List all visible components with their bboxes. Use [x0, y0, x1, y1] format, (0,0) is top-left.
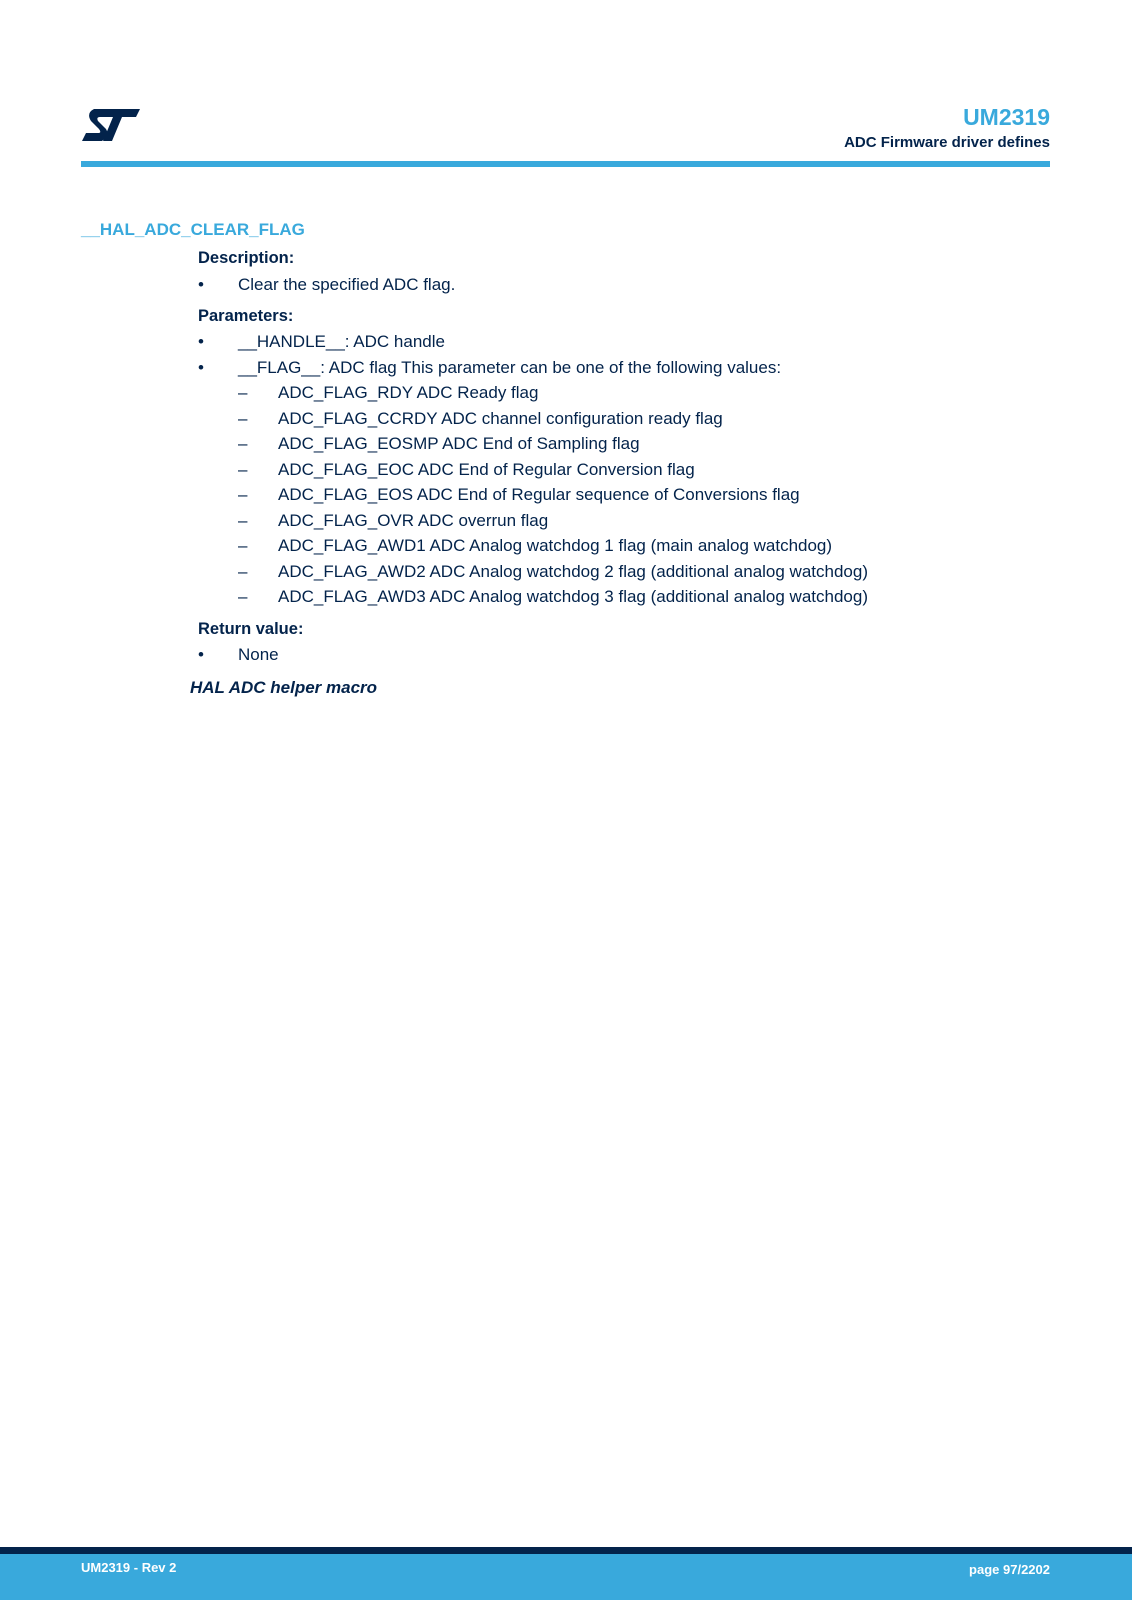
parameters-label: Parameters: [198, 307, 294, 325]
document-id: UM2319 [963, 104, 1050, 130]
dash-marker: – [238, 485, 248, 504]
footer-page-number: page 97/2202 [969, 1562, 1050, 1577]
flag-value-text: ADC_FLAG_EOS ADC End of Regular sequence of Conversions flag [278, 485, 800, 504]
flag-value-text: ADC_FLAG_EOSMP ADC End of Sampling flag [278, 434, 640, 453]
bullet-marker: • [198, 358, 204, 377]
dash-marker: – [238, 536, 248, 555]
flag-value-text: ADC_FLAG_EOC ADC End of Regular Conversion flag [278, 460, 695, 479]
st-logo [80, 107, 142, 143]
dash-marker: – [238, 434, 248, 453]
dash-marker: – [238, 409, 248, 428]
dash-marker: – [238, 511, 248, 530]
dash-marker: – [238, 383, 248, 402]
macro-title: __HAL_ADC_CLEAR_FLAG [81, 220, 305, 239]
bullet-marker: • [198, 275, 204, 294]
dash-marker: – [238, 587, 248, 606]
parameter-text: __FLAG__: ADC flag This parameter can be one of the following values: [238, 358, 782, 377]
flag-value-text: ADC_FLAG_CCRDY ADC channel configuration ready flag [278, 409, 723, 428]
section-title: ADC Firmware driver defines [844, 134, 1050, 151]
parameter-text: __HANDLE__: ADC handle [238, 332, 445, 351]
header-divider [81, 161, 1050, 167]
description-text: Clear the specified ADC flag. [238, 275, 456, 294]
footer-revision: UM2319 - Rev 2 [81, 1560, 177, 1575]
flag-value-text: ADC_FLAG_OVR ADC overrun flag [278, 511, 549, 530]
footer-top-bar [0, 1547, 1132, 1554]
bullet-marker: • [198, 645, 204, 664]
flag-value-text: ADC_FLAG_AWD1 ADC Analog watchdog 1 flag (main analog watchdog) [278, 536, 833, 555]
return-value-text: None [238, 645, 279, 664]
description-label: Description: [198, 249, 295, 267]
return-value-label: Return value: [198, 620, 304, 638]
flag-value-text: ADC_FLAG_AWD2 ADC Analog watchdog 2 flag (additional analog watchdog) [278, 562, 868, 581]
helper-macro-note: HAL ADC helper macro [190, 678, 378, 697]
flag-value-text: ADC_FLAG_AWD3 ADC Analog watchdog 3 flag (additional analog watchdog) [278, 587, 868, 606]
flag-value-text: ADC_FLAG_RDY ADC Ready flag [278, 383, 539, 402]
bullet-marker: • [198, 332, 204, 351]
dash-marker: – [238, 460, 248, 479]
dash-marker: – [238, 562, 248, 581]
